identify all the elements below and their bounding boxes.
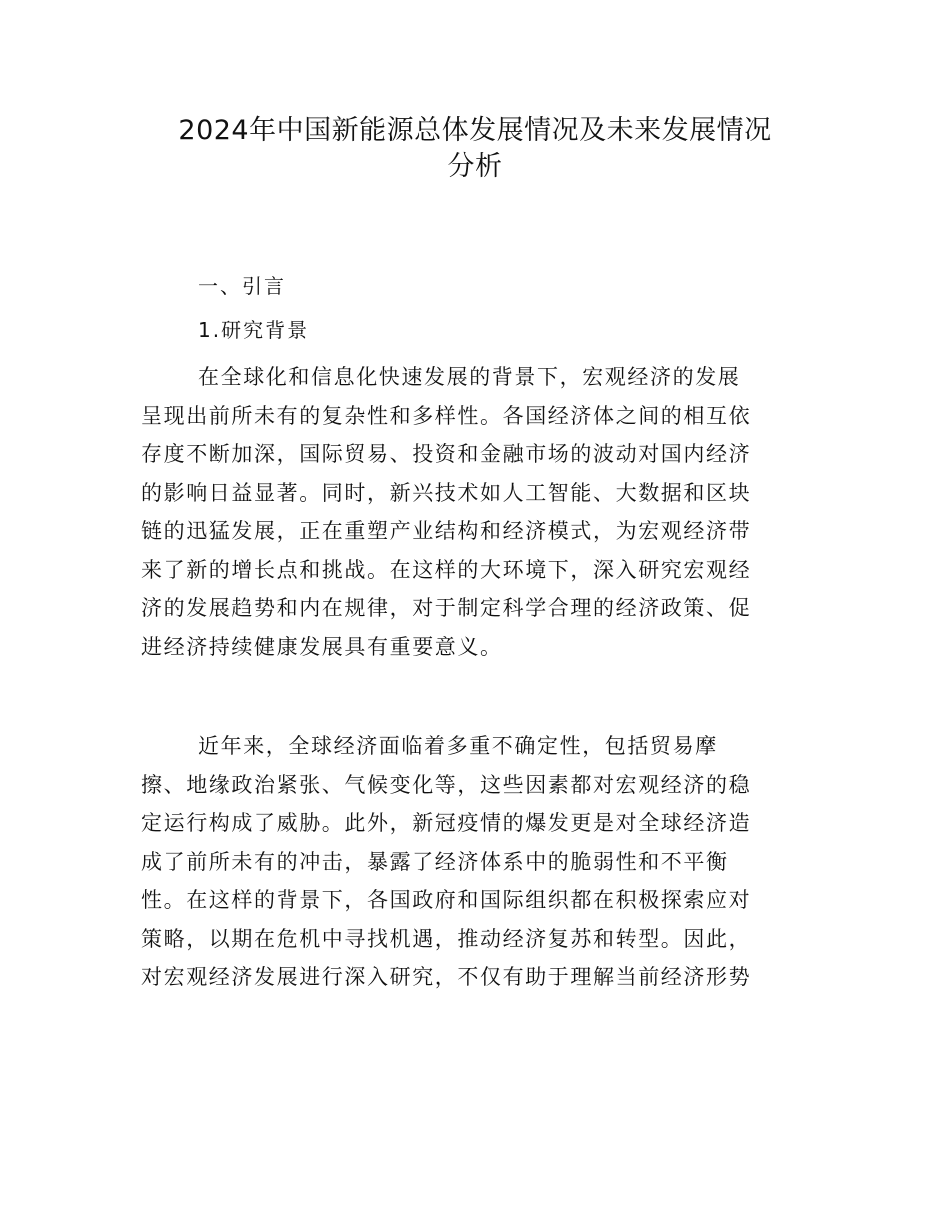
document-title (140, 113, 810, 185)
paragraph-1 (141, 358, 813, 666)
paragraph-line: 成了前所未有的冲击，暴露了经济体系中的脆弱性和不平衡 (141, 849, 729, 874)
subsection-heading: 1.研究背景 (198, 318, 310, 342)
paragraph-line: 进经济持续健康发展具有重要意义。 (141, 634, 503, 659)
paragraph-line: 的影响日益显著。同时，新兴技术如人工智能、大数据和区块 (141, 480, 752, 505)
paragraph-line: 在全球化和信息化快速发展的背景下，宏观经济的发展 (198, 365, 741, 389)
paragraph-line: 对宏观经济发展进行深入研究，不仅有助于理解当前经济形势 (141, 965, 752, 989)
paragraph-line: 近年来，全球经济面临着多重不确定性，包括贸易摩 (198, 734, 718, 758)
paragraph-2 (141, 727, 813, 997)
paragraph-line: 性。在这样的背景下，各国政府和国际组织都在积极探索应对 (141, 888, 752, 912)
paragraph-line: 擦、地缘政治紧张、气候变化等，这些因素都对宏观经济的稳 (141, 772, 752, 797)
paragraph-line: 存度不断加深，国际贸易、投资和金融市场的波动对国内经济 (141, 442, 752, 466)
title-line-1: 2024年中国新能源总体发展情况及未来发展情况 (178, 115, 772, 146)
paragraph-line: 济的发展趋势和内在规律，对于制定科学合理的经济政策、促 (141, 596, 752, 620)
paragraph-line: 链的迅猛发展，正在重塑产业结构和经济模式，为宏观经济带 (141, 519, 752, 543)
section-heading: 一、引言 (198, 274, 286, 298)
paragraph-line: 呈现出前所未有的复杂性和多样性。各国经济体之间的相互依 (141, 403, 752, 428)
paragraph-line: 定运行构成了威胁。此外，新冠疫情的爆发更是对全球经济造 (141, 811, 752, 835)
paragraph-line: 来了新的增长点和挑战。在这样的大环境下，深入研究宏观经 (141, 557, 752, 582)
title-line-2: 分析 (447, 151, 503, 182)
paragraph-line: 策略，以期在危机中寻找机遇，推动经济复苏和转型。因此， (141, 926, 752, 951)
